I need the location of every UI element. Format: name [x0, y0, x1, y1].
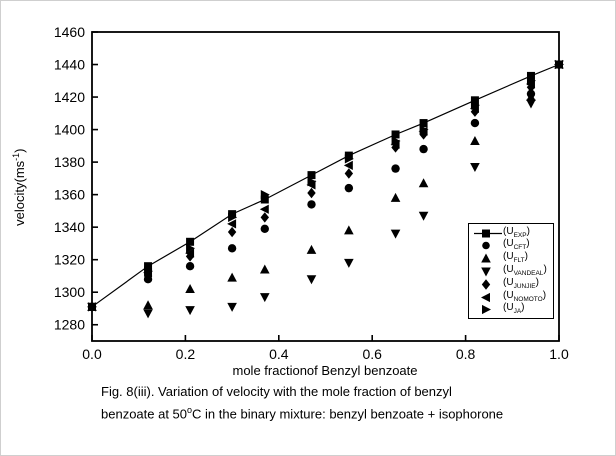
- y-tick-label: 1380: [53, 154, 85, 171]
- legend-item-ja: [473, 304, 549, 316]
- caption-line-1: Fig. 8(iii). Variation of velocity with the mole fraction of benzyl: [101, 384, 452, 399]
- y-tick-label: 1320: [53, 251, 85, 268]
- y-axis-title-superscript: -1: [10, 152, 21, 161]
- series-flt-marker: [260, 264, 270, 273]
- legend-item-flt: [473, 253, 549, 265]
- legend: [468, 223, 554, 319]
- series-vandeal-marker: [307, 275, 317, 284]
- series-vandeal-marker: [470, 163, 480, 172]
- series-cft-marker: [307, 200, 315, 208]
- x-axis-title: mole fractionof Benzyl benzoate: [232, 363, 418, 378]
- series-flt-marker: [307, 245, 317, 254]
- series-vandeal-marker: [526, 100, 536, 109]
- series-flt-marker: [143, 300, 153, 309]
- series-flt-marker: [344, 225, 354, 234]
- legend-label: $(U_{JA})$: [503, 302, 525, 316]
- figure-caption: [101, 382, 581, 423]
- y-tick-label: 1460: [53, 24, 85, 40]
- series-junjie-marker: [307, 188, 315, 198]
- series-flt-marker: [470, 136, 480, 145]
- series-cft-marker: [345, 184, 353, 192]
- series-flt-marker: [227, 273, 237, 282]
- series-vandeal-marker: [344, 259, 354, 268]
- x-tick-label: 0.2: [175, 346, 196, 362]
- series-vandeal-marker: [260, 293, 270, 302]
- y-tick-label: 1360: [53, 186, 85, 203]
- series-flt-marker: [391, 193, 401, 202]
- series-cft-marker: [261, 225, 269, 233]
- triangle-left-icon: [473, 292, 503, 303]
- legend-label: $(U_{CFT})$: [503, 238, 530, 252]
- series-cft-marker: [419, 145, 427, 153]
- y-tick-label: 1340: [53, 219, 85, 236]
- circle-icon: [473, 240, 503, 251]
- x-tick-label: 1.0: [549, 346, 569, 362]
- legend-item-nomoto: [473, 291, 549, 303]
- series-cft-marker: [391, 164, 399, 172]
- y-axis-title-close: ): [12, 148, 28, 153]
- legend-label: $(U_{NOMOTO})$: [503, 289, 547, 303]
- legend-label: $(U_{JUNJIE})$: [503, 276, 539, 290]
- series-flt-marker: [185, 284, 195, 293]
- x-tick-label: 0.4: [269, 346, 289, 362]
- legend-item-junjie: [473, 278, 549, 290]
- triangle-down-icon: [473, 266, 503, 277]
- series-junjie-marker: [261, 212, 269, 222]
- series-vandeal-marker: [391, 230, 401, 239]
- series-vandeal-marker: [419, 212, 429, 221]
- legend-item-cft: [473, 240, 549, 252]
- caption-line-2: benzoate at 50$^o$C in the binary mixture: benzyl benzoate + isophorone: [101, 405, 504, 422]
- series-junjie-marker: [228, 227, 236, 237]
- y-tick-label: 1300: [53, 284, 85, 301]
- series-vandeal-marker: [227, 303, 237, 312]
- legend-item-vandeal: [473, 265, 549, 277]
- x-tick-label: 0.0: [82, 346, 102, 362]
- series-cft-marker: [228, 244, 236, 252]
- triangle-up-icon: [473, 253, 503, 264]
- series-flt-marker: [419, 178, 429, 187]
- y-tick-label: 1420: [53, 89, 85, 106]
- y-axis-title: [11, 107, 27, 267]
- series-cft-marker: [186, 262, 194, 270]
- legend-label: $(U_{FLT})$: [503, 251, 528, 265]
- series-cft-marker: [471, 119, 479, 127]
- y-tick-label: 1280: [53, 316, 85, 333]
- series-vandeal-marker: [185, 306, 195, 315]
- series-vandeal-marker: [143, 309, 153, 318]
- legend-label: $(U_{VANDEAL})$: [503, 263, 547, 277]
- y-tick-label: 1400: [53, 121, 85, 138]
- x-tick-label: 0.8: [455, 346, 476, 362]
- y-tick-label: 1440: [53, 56, 85, 73]
- triangle-right-icon: [473, 304, 503, 315]
- y-axis-title-text: velocity(ms: [12, 160, 28, 226]
- plot-svg: [1, 1, 615, 381]
- series-junjie-marker: [345, 168, 353, 178]
- square-icon: [473, 228, 503, 239]
- x-tick-label: 0.6: [362, 346, 382, 362]
- legend-item-exp: [473, 227, 549, 239]
- diamond-icon: [473, 279, 503, 290]
- series-nomoto-marker: [260, 205, 269, 214]
- legend-label: $(U_{EXP})$: [503, 225, 530, 239]
